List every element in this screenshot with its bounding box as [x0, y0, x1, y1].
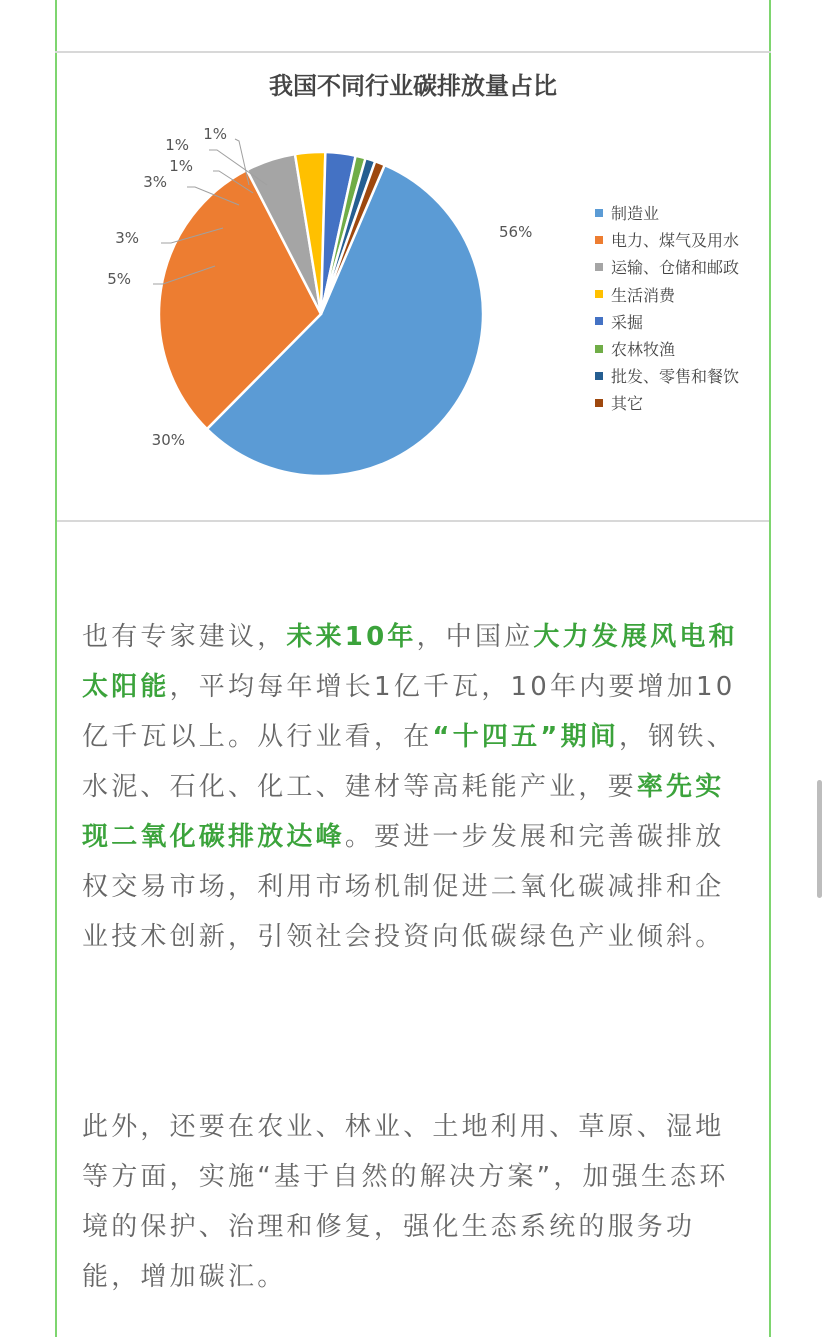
legend-swatch: [595, 345, 603, 353]
data-label: 3%: [115, 229, 139, 247]
data-label: 1%: [203, 125, 227, 143]
text-run: ，钢铁、水泥、石化、化工、建材等高耗能产业，要: [82, 722, 736, 802]
legend-swatch: [595, 236, 603, 244]
legend-item: [595, 389, 739, 416]
data-label: 56%: [499, 223, 533, 241]
data-label: 30%: [151, 431, 185, 449]
legend-label: 农林牧渔: [611, 340, 676, 360]
legend-label: 电力、煤气及用水: [611, 231, 740, 251]
legend-label: 其它: [611, 394, 644, 414]
legend-label: 制造业: [611, 204, 660, 224]
text-run: ，中国应: [416, 622, 534, 652]
data-label: 1%: [165, 136, 189, 154]
legend-swatch: [595, 290, 603, 298]
chart-title: 我国不同行业碳排放量占比: [269, 71, 557, 100]
text-run: 。要进一步发展和完善碳排放权交易市场，利用市场机制促进二氧化碳减排和企业技术创新，引领社会投资向低碳绿色产业倾斜。: [82, 822, 725, 952]
data-label: 3%: [143, 173, 167, 191]
legend-swatch: [595, 209, 603, 217]
highlight-text: 未来10年: [286, 622, 417, 652]
legend-label: 运输、仓储和邮政: [611, 258, 740, 278]
legend-item: [595, 281, 739, 308]
text-run: ，平均每年增长1亿千瓦，10年内要增加10亿千瓦以上。从行业看，在: [82, 672, 736, 752]
legend-label: 生活消费: [611, 285, 676, 305]
data-label: 1%: [169, 157, 193, 175]
legend-item: [595, 362, 739, 389]
text-run: 也有专家建议，: [82, 622, 287, 652]
legend-item: [595, 335, 739, 362]
legend-label: 采掘: [611, 312, 644, 332]
legend-swatch: [595, 263, 603, 271]
chart-legend: [595, 199, 739, 417]
chart-card: [57, 53, 769, 522]
legend-item: [595, 226, 739, 253]
scrollbar[interactable]: [817, 780, 822, 898]
paragraph-1: [82, 612, 747, 962]
legend-item: [595, 253, 739, 280]
legend-item: [595, 199, 739, 226]
legend-swatch: [595, 399, 603, 407]
legend-item: [595, 308, 739, 335]
highlight-text: 率先实现二氧化碳排放达峰: [82, 772, 725, 852]
data-label: 5%: [107, 270, 131, 288]
legend-swatch: [595, 317, 603, 325]
legend-label: 批发、零售和餐饮: [611, 367, 740, 387]
highlight-text: “十四五”期间: [432, 722, 619, 752]
legend-swatch: [595, 372, 603, 380]
paragraph-2: 此外，还要在农业、林业、土地利用、草原、湿地等方面，实施“基于自然的解决方案”，加强生态环境的保护、治理和修复，强化生态系统的服务功能，增加碳汇。: [82, 1112, 729, 1292]
highlight-text: 大力发展风电和太阳能: [82, 622, 738, 702]
